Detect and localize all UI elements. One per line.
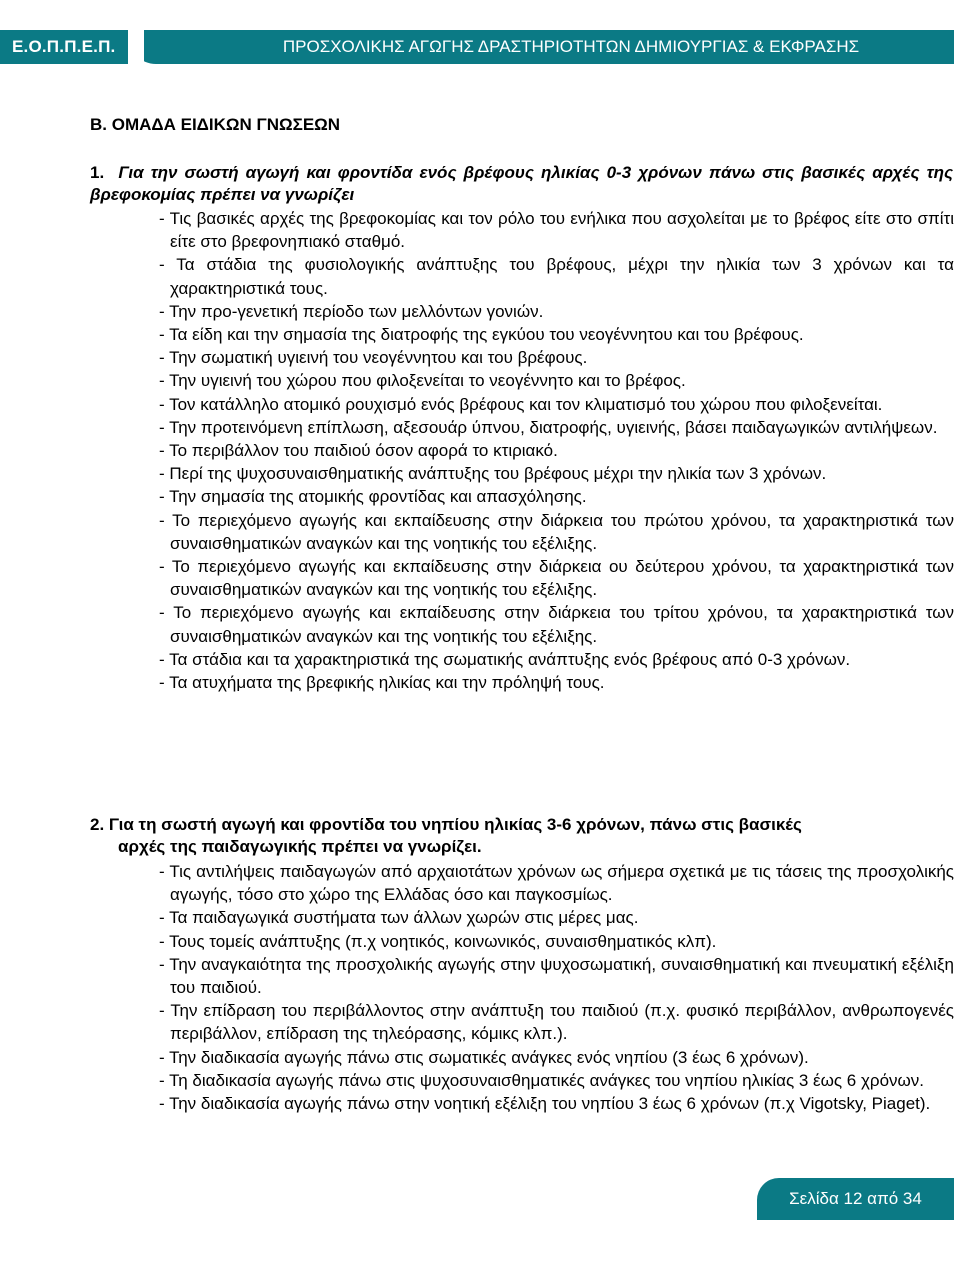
list-item: - Το περιεχόμενο αγωγής και εκπαίδευσης στην διάρκεια του πρώτου χρόνου, τα χαρακτηριστικά των συναισθηματικών αναγκών και της νοητικής του εξέλιξης.: [159, 510, 954, 553]
list-item: - Τις βασικές αρχές της βρεφοκομίας και τον ρόλο του ενήλικα που ασχολείται με το βρέφος είτε στο σπίτι είτε στο βρεφονηπιακό σταθμό.: [159, 209, 954, 252]
list-item: - Την υγιεινή του χώρου που φιλοξενείται το νεογέννητο και το βρέφος.: [159, 371, 686, 391]
header-org-label: Ε.Ο.Π.Π.Ε.Π.: [0, 30, 128, 64]
question-2-number: 2.: [90, 815, 105, 834]
list-item: - Τα στάδια και τα χαρακτηριστικά της σωματικής ανάπτυξης ενός βρέφους από 0-3 χρόνων.: [159, 649, 851, 669]
list-item: - Το περιβάλλον του παιδιού όσον αφορά το κτιριακό.: [159, 441, 558, 461]
list-item: - Τον κατάλληλο ατομικό ρουχισμό ενός βρέφους και τον κλιματισμό του χώρου που φιλοξενείται.: [159, 394, 883, 414]
list-item: - Τη διαδικασία αγωγής πάνω στις ψυχοσυναισθηματικές ανάγκες του νηπίου ηλικίας 3 έως 6 χρόνων.: [159, 1070, 925, 1090]
list-item: - Την αναγκαιότητα της προσχολικής αγωγής στην ψυχοσωματική, συναισθηματική και πνευματική εξέλιξη του παιδιού.: [159, 954, 954, 998]
list-item: - Το περιεχόμενο αγωγής και εκπαίδευσης στην διάρκεια του τρίτου χρόνου, τα χαρακτηριστικά των συναισθηματικών αναγκών και της νοητικής του εξέλιξης.: [159, 603, 954, 646]
page-number: Σελίδα 12 από 34: [757, 1178, 954, 1220]
list-item: - Την διαδικασία αγωγής πάνω στην νοητική εξέλιξη του νηπίου 3 έως 6 χρόνων (π.χ Vigotsky, Piaget).: [159, 1094, 931, 1114]
section-title: Β. ΟΜΑΔΑ ΕΙΔΙΚΩΝ ΓΝΩΣΕΩΝ: [90, 115, 341, 134]
list-item: - Την επίδραση του περιβάλλοντος στην ανάπτυξη του παιδιού (π.χ. φυσικό περιβάλλον, ανθρωπογενές περιβάλλον, επίδραση της τηλεόρασης, κόμικς κλπ.).: [159, 1001, 954, 1044]
list-item: - Τα ατυχήματα της βρεφικής ηλικίας και την πρόληψή τους.: [159, 673, 605, 693]
list-item: - Τα παιδαγωγικά συστήματα των άλλων χωρών στις μέρες μας.: [159, 908, 639, 928]
question-1-text: Για την σωστή αγωγή και φροντίδα ενός βρέφους ηλικίας 0-3 χρόνων πάνω στις βασικές αρχές της βρεφοκομίας πρέπει να γνωρίζει: [90, 163, 953, 204]
header-divider: [128, 30, 144, 64]
list-item: - Την σωματική υγιεινή του νεογέννητου και του βρέφους.: [159, 348, 588, 368]
list-item: - Περί της ψυχοσυναισθηματικής ανάπτυξης του βρέφους μέχρι την ηλικία των 3 χρόνων.: [159, 464, 827, 484]
list-item: - Τα είδη και την σημασία της διατροφής της εγκύου του νεογέννητου και του βρέφους.: [159, 325, 804, 345]
list-item: - Την προ-γενετική περίοδο των μελλόντων γονιών.: [159, 301, 544, 321]
question-2-text-line1: Για τη σωστή αγωγή και φροντίδα του νηπίου ηλικίας 3-6 χρόνων, πάνω στις βασικές: [108, 815, 802, 834]
list-item: - Τους τομείς ανάπτυξης (π.χ νοητικός, κοινωνικός, συναισθηματικός κλπ).: [159, 931, 717, 951]
question-1: [90, 162, 953, 206]
list-item: - Την διαδικασία αγωγής πάνω στις σωματικές ανάγκες ενός νηπίου (3 έως 6 χρόνων).: [159, 1047, 809, 1067]
question-1-number: 1.: [90, 163, 105, 182]
question-1-list: [159, 207, 954, 694]
list-item: - Τα στάδια της φυσιολογικής ανάπτυξης του βρέφους, μέχρι την ηλικία των 3 χρόνων και τα χαρακτηριστικά τους.: [159, 255, 954, 298]
question-2: [90, 814, 953, 858]
list-item: - Την σημασία της ατομικής φροντίδας και απασχόλησης.: [159, 487, 587, 507]
list-item: - Την προτεινόμενη επίπλωση, αξεσουάρ ύπνου, διατροφής, υγιεινής, βάσει παιδαγωγικών αντιλήψεων.: [159, 417, 938, 437]
list-item: - Τις αντιλήψεις παιδαγωγών από αρχαιοτάτων χρόνων ως σήμερα σχετικά με τις τάσεις της προσχολικής αγωγής, τόσο στο χώρο της Ελλάδας όσο και παγκοσμίως.: [159, 862, 954, 905]
header-title: ΠΡΟΣΧΟΛΙΚΗΣ ΑΓΩΓΗΣ ΔΡΑΣΤΗΡΙΟΤΗΤΩΝ ΔΗΜΙΟΥΡΓΙΑΣ & ΕΚΦΡΑΣΗΣ: [128, 30, 954, 64]
list-item: - Το περιεχόμενο αγωγής και εκπαίδευσης στην διάρκεια ου δεύτερου χρόνου, τα χαρακτηριστικά των συναισθηματικών αναγκών και της νοητικής του εξέλιξης.: [159, 557, 954, 600]
question-2-text-line2: αρχές της παιδαγωγικής πρέπει να γνωρίζει.: [118, 837, 482, 856]
question-2-list: [159, 860, 954, 1115]
